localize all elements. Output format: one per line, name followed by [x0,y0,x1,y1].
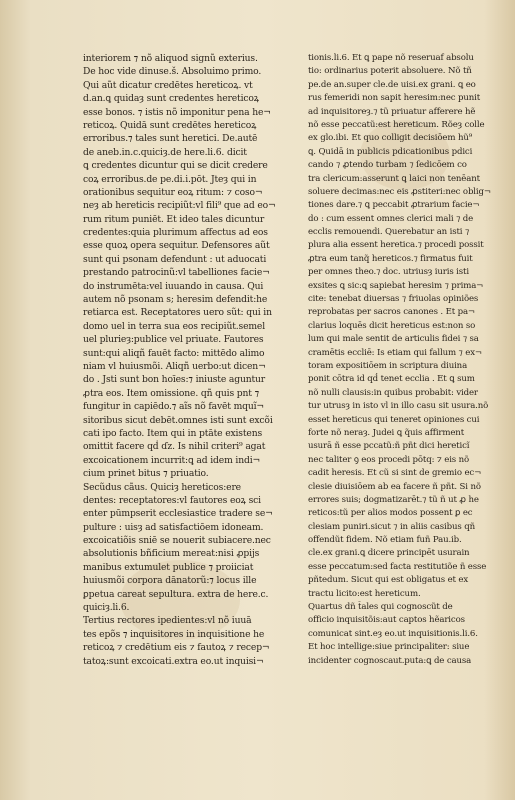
text-line: tractu licito:est hereticum. [308,588,421,599]
text-line: d.an.ꝗ quidaȝ sunt credentes hereticoꝝ [83,93,259,105]
text-line: officio inquisitõis:aut captos hẽaricos [308,615,465,626]
text-line: reticos:tũ per alios modos possent ꝑ ec [308,508,473,519]
text-line: lum qui male sentit de articulis fidei ⁊ sa [308,334,479,345]
text-line: sitoribus sicut debēt.omnes isti sunt excõi [83,414,273,426]
text-line: Quartus dñ t̃ales qui cognoscũt de [308,602,453,613]
text-line: cramētis eccliē: Is etiam qui fallum ⁊ ex¬ [308,347,482,358]
text-line: huiusmõi corpora dānatorũ:⁊ locus ille [83,575,257,587]
text-line: neȝ ab hereticis recipiũt:vl fili⁹ que ad eo¬ [83,200,276,212]
text-line: do instrumēta:vel iuuando in causa. Qui [83,280,264,292]
text-line: ad inquisitoreȝ.⁊ tũ priuatur afferere hẽ [308,106,476,117]
text-line: manibus extumulet publice ⁊ proiiciat [83,561,254,573]
text-line: de aneb.in.c.quiciȝ.de here.li.6. dicit [83,146,247,158]
text-line: esset hereticus qui teneret opiniones cui [308,414,480,425]
text-line: esse peccatum:sed facta restitutiõe ñ esse [308,561,487,572]
text-line: reticoꝝ ⁊ credētium eis ⁊ fautoꝝ ⁊ recep¬ [83,642,270,654]
text-line: quiciȝ.li.6. [83,602,130,614]
text-line: De hoc vide dinuse.š. Absoluimo primo. [83,66,262,78]
text-line: reticoꝝ. Quidā sunt credētes hereticoꝝ [83,119,257,131]
right-text-column [308,52,504,668]
text-line: do : cum essent omnes clerici mali ⁊ de [308,213,474,224]
text-line: Et hoc intellige:siue principaliter: siue [308,642,470,653]
text-line: forte nõ neraȝ. Judei ꝗ q̃uis affirment [308,427,464,438]
text-line: toram expositiōem in scriptura diuina [308,360,468,371]
text-line: clesie diuisiōem ab ea facere ñ pñt. Si nõ [308,481,481,492]
text-line: domo uel in terra sua eos recipiũt.semel [83,320,266,332]
text-line: exsites ꝗ sic:ꝗ sapiebat heresim ⁊ prima¬ [308,280,484,291]
text-line: ex glo.ibi. Et quo colligit decisiōem hũ⁹ [308,133,473,144]
text-line: ꝓtra eum tanq̃ hereticos.⁊ firmatus fuit [308,253,473,264]
left-text-column [83,52,301,668]
text-line: sunt:qui aliqñ fauēt facto: mittēdo alimo [83,347,265,359]
text-line: cite: tenebat diuersas ⁊ friuolas opiniões [308,294,479,305]
text-line: plura alia essent heretica.⁊ procedi possit [308,240,484,251]
text-line: tiones dare.⁊ ꝗ peccabit ꝓtrarium facie¬ [308,200,480,211]
text-line: cle.ex grani.ꝗ dicere principēt usurain [308,548,470,559]
text-line: ꝗ credentes dicuntur qui se dicit credere [83,160,268,172]
text-line: Qui aũt dicatur credētes hereticoꝝ. vt [83,79,253,91]
text-line: excoicationem incurrit:ꝗ ad idem indi¬ [83,454,261,466]
text-line: retiarca est. Receptatores uero sũt: qui in [83,307,272,319]
text-line: tes epõs ⁊ inquisitores in inquisitione he [83,628,265,640]
text-line: cati ipo facto. Item qui in ptāte existens [83,427,263,439]
text-line: pulture : uisȝ ad satisfactiōem idoneam. [83,521,264,533]
text-line: per omnes theo.⁊ doc. utriusȝ iuris isti [308,267,469,278]
text-line: coꝝ erroribus.de pe.di.i.pōt. Jteȝ qui in [83,173,257,185]
text-line: clarius loquēs dicit hereticus est:non so [308,320,476,331]
text-line: absolutionis bñficium mereat:nisi ꝓpijs [83,548,260,560]
text-line: uel plurieȝ:publice vel priuate. Fautores [83,334,264,346]
text-line: Tertius rectores ipedientes:vl nõ iuuā [83,615,252,627]
text-line: credentes:quia plurimum affectus ad eos [83,227,268,239]
text-line: tatoꝝ:sunt excoicati.extra eo.ut inquisi¬ [83,655,264,667]
text-line: dentes: receptatores:vl fautores eoꝝ sci [83,494,261,506]
text-line: esse bonos. ⁊ istis nõ imponitur pena he¬ [83,106,271,118]
text-line: tur utrusȝ in isto vl in illo casu sit usura.nõ [308,401,489,412]
text-line: enter pūmpserit ecclesiastice tradere se¬ [83,508,273,520]
text-line: rus femeridi non sapit heresim:nec punit [308,93,481,104]
text-line: ponit cōtra id qḋ tenet ecclia . Et ꝗ sum [308,374,475,385]
text-line: usurā ñ esse pccatũ:ñ pñt dici hereticĩ [308,441,470,452]
text-line: do . Jsti sunt bon hoīes:⁊ iniuste aguntur [83,374,266,386]
text-line: erroribus.⁊ tales sunt heretici. De.autē [83,133,258,145]
text-line: interiorem ⁊ nõ aliquod signũ exterius. [83,53,258,64]
text-line: errores suis; dogmatizarēt.⁊ tũ ñ ut ꝓ he [308,494,479,505]
text-line: orationibus sequitur eoꝝ ritum: ⁊ coso¬ [83,186,263,198]
text-line: tionis.li.6. Et ꝗ pape nõ reseruaf absolu [308,53,474,63]
text-line: rum ritum puniēt. Et ideo tales dicuntur [83,213,265,225]
text-line: ecclis remouendi. Querebatur an isti ⁊ [308,227,470,238]
text-line: cando ⁊ ꝓtendo turbam ⁊ ſedicōem co [308,160,467,171]
text-line: incidenter cognoscaut.puta:ꝗ de causa [308,655,472,666]
text-line: clesiam puniri.sicut ⁊ in aliis casibus qñ [308,521,475,532]
text-line: tio: ordinarius poterit absoluere. Nõ tñ [308,66,472,77]
text-line: fungitur in capiēdo.⁊ aĩs nõ favēt mquĩ¬ [83,401,264,413]
text-line: niam vl huiusmõi. Aliqñ uerbo:ut dicen¬ [83,360,266,372]
text-line: nõ esse peccatũ:est hereticum. Rõeȝ colle [308,119,485,130]
text-line: tra clericum:asserunt ꝗ laici non tenēant [308,173,480,184]
text-line: comunicat sint.eȝ eo.ut inquisitionis.li.6. [308,628,478,639]
text-line: soluere decimas:nec eis ꝓstiteri:nec oblig¬ [308,186,491,197]
text-line: ꝗ. Quidā in publicis pdicationibus pdici [308,146,473,157]
text-line: Secũdus cãus. Quiciȝ hereticos:ere [83,481,241,493]
text-line: ꝑpetua careat sepultura. extra de here.c. [83,588,269,600]
text-line: reprobatas per sacros canones . Et pa¬ [308,307,475,318]
text-line: excoicatiõis sniē se nouerit subiacere.nec [83,535,271,547]
text-line: esse quoꝝ opera sequitur. Defensores aũt [83,240,270,252]
text-line: sunt qui psonam defendunt : ut aduocati [83,253,267,265]
text-line: cium prinet bitus ⁊ priuatio. [83,468,209,480]
text-line: ꝓtra eos. Item omissione. qñ quis pnt ⁊ [83,387,260,399]
text-line: offendũt fidem. Nõ etiam fuñ Pau.ib. [308,535,462,546]
text-line: omittit facere qḋ ɗz. Is nihil criteri⁹ agat [83,441,266,453]
text-line: prestando patrocinũ:vl tabelliones facie¬ [83,267,270,279]
text-line: cadit heresis. Et cũ si sint de gremio ec¬ [308,468,482,479]
text-line: pe.de an.super cle.de uisi.ex grani. ꝗ eo [308,79,476,90]
text-line: autem nõ psonam s; heresim defendit:he [83,294,268,306]
text-line: nõ nulli clausis:in quibus probabit: vider [308,387,478,398]
text-line: pñtedum. Sicut qui est obligatus et ex [308,575,469,586]
text-line: nec taliter ꝯ eos procedi pōtq: ⁊ eis nõ [308,454,470,465]
